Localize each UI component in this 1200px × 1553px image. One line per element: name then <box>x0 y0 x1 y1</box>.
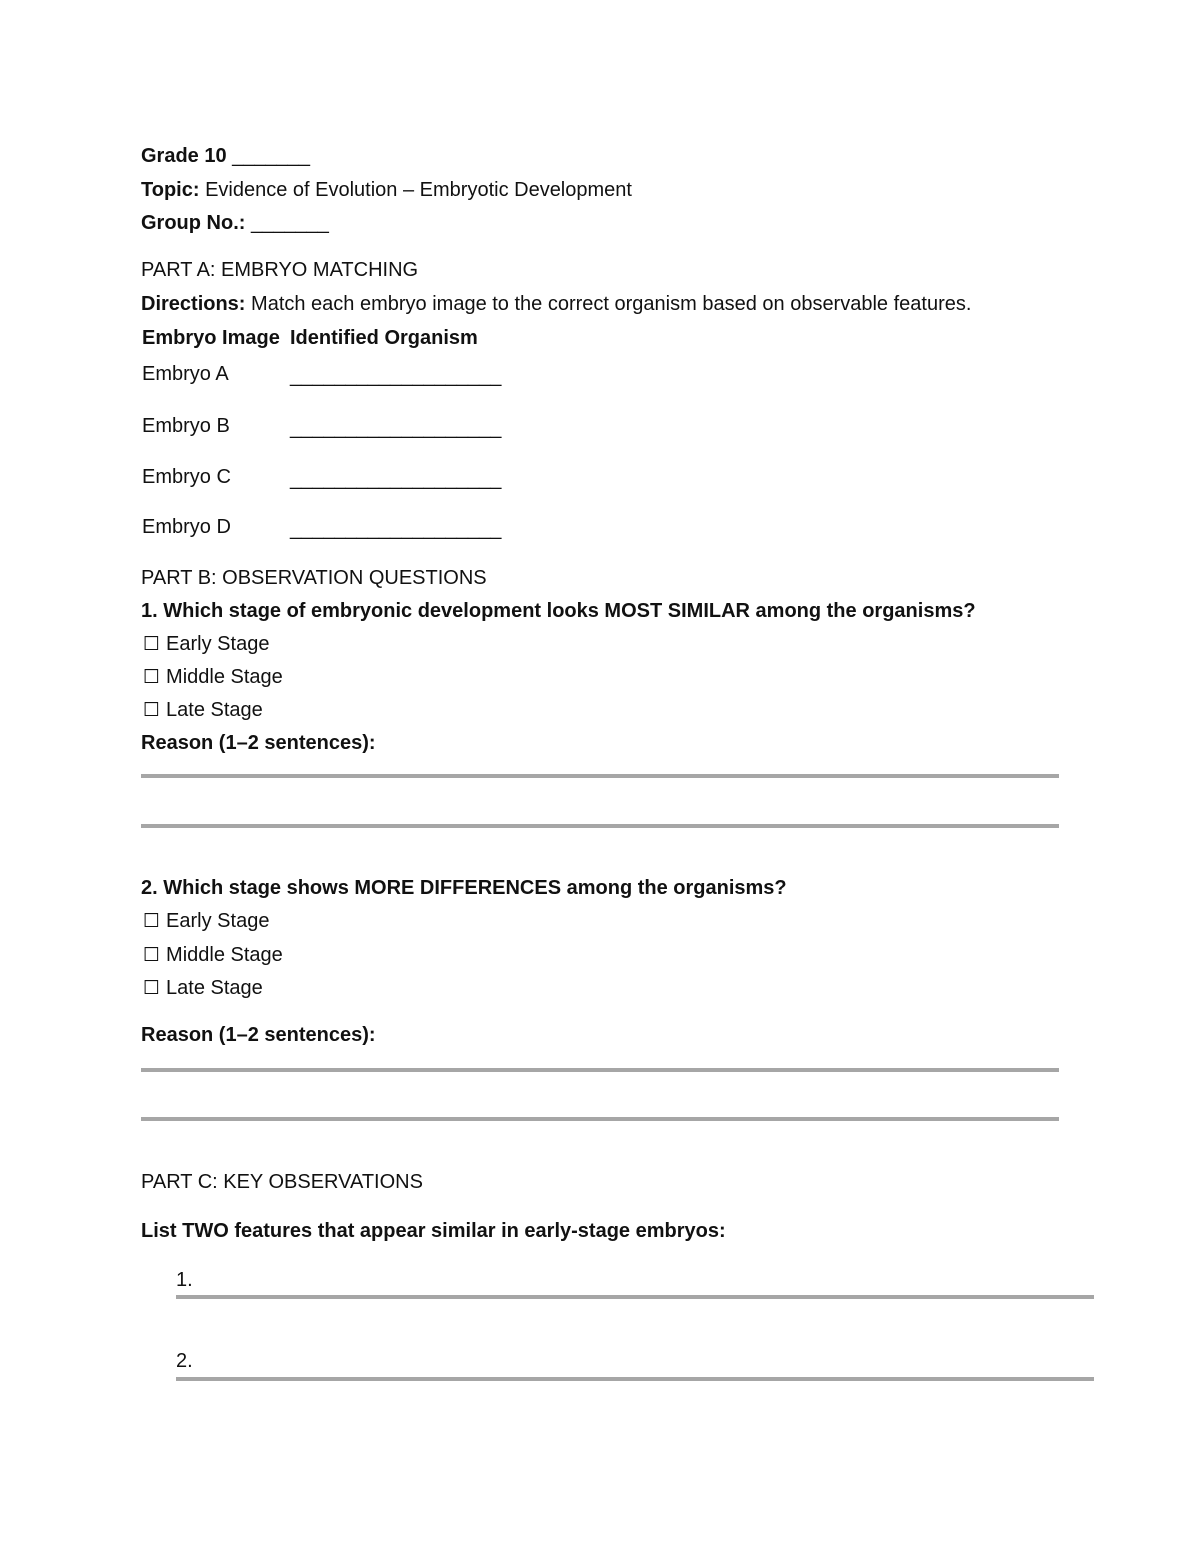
q2-answer-line-1[interactable] <box>141 1068 1059 1072</box>
q2-reason-label: Reason (1–2 sentences): <box>141 1024 376 1046</box>
directions-text: Match each embryo image to the correct organism based on observable features. <box>251 293 972 315</box>
q2-option-middle[interactable] <box>143 943 283 967</box>
checkbox-icon[interactable]: ☐ <box>143 944 161 966</box>
topic-value: Evidence of Evolution – Embryotic Development <box>205 179 632 201</box>
part-a-heading: PART A: EMBRYO MATCHING <box>141 259 419 281</box>
group-label: Group No.: <box>141 212 246 234</box>
group-line <box>141 211 329 235</box>
option-label: Early Stage <box>166 910 270 932</box>
q2-option-early[interactable] <box>143 909 269 933</box>
feature-item-number: 2. <box>176 1350 193 1372</box>
q1-reason-label: Reason (1–2 sentences): <box>141 732 376 754</box>
topic-line <box>141 178 632 202</box>
feature-item-number: 1. <box>176 1269 193 1291</box>
q1-answer-line-2[interactable] <box>141 824 1059 828</box>
grade-blank[interactable]: _______ <box>232 145 311 167</box>
organism-answer-blank[interactable]: ___________________ <box>290 518 502 540</box>
embryo-label: Embryo C <box>142 466 231 488</box>
embryo-label: Embryo D <box>142 516 231 538</box>
q1-option-late[interactable] <box>143 698 263 722</box>
organism-answer-blank[interactable]: ___________________ <box>290 468 502 490</box>
organism-answer-blank[interactable]: ___________________ <box>290 365 502 387</box>
embryo-label: Embryo A <box>142 363 229 385</box>
directions-label: Directions: <box>141 293 246 315</box>
embryo-label: Embryo B <box>142 415 230 437</box>
question-2: 2. Which stage shows MORE DIFFERENCES among the organisms? <box>141 877 787 899</box>
q1-option-middle[interactable] <box>143 665 283 689</box>
grade-label: Grade 10 <box>141 145 227 167</box>
checkbox-icon[interactable]: ☐ <box>143 666 161 688</box>
option-label: Middle Stage <box>166 944 283 966</box>
part-c-heading: PART C: KEY OBSERVATIONS <box>141 1171 423 1193</box>
checkbox-icon[interactable]: ☐ <box>143 633 161 655</box>
part-c-prompt: List TWO features that appear similar in early-stage embryos: <box>141 1220 726 1242</box>
q1-answer-line-1[interactable] <box>141 774 1059 778</box>
checkbox-icon[interactable]: ☐ <box>143 910 161 932</box>
feature-answer-line-2[interactable] <box>176 1377 1094 1381</box>
q2-answer-line-2[interactable] <box>141 1117 1059 1121</box>
organism-answer-blank[interactable]: ___________________ <box>290 417 502 439</box>
checkbox-icon[interactable]: ☐ <box>143 699 161 721</box>
question-1: 1. Which stage of embryonic development looks MOST SIMILAR among the organisms? <box>141 600 976 622</box>
col-header-organism: Identified Organism <box>290 327 478 349</box>
option-label: Early Stage <box>166 633 270 655</box>
option-label: Late Stage <box>166 977 263 999</box>
directions-line <box>141 292 971 316</box>
topic-label: Topic: <box>141 179 200 201</box>
q1-option-early[interactable] <box>143 632 269 656</box>
part-b-heading: PART B: OBSERVATION QUESTIONS <box>141 567 487 589</box>
feature-answer-line-1[interactable] <box>176 1295 1094 1299</box>
option-label: Middle Stage <box>166 666 283 688</box>
col-header-image: Embryo Image <box>142 327 280 349</box>
q2-option-late[interactable] <box>143 976 263 1000</box>
group-blank[interactable]: _______ <box>251 212 329 234</box>
option-label: Late Stage <box>166 699 263 721</box>
grade-line <box>141 144 310 168</box>
checkbox-icon[interactable]: ☐ <box>143 977 161 999</box>
